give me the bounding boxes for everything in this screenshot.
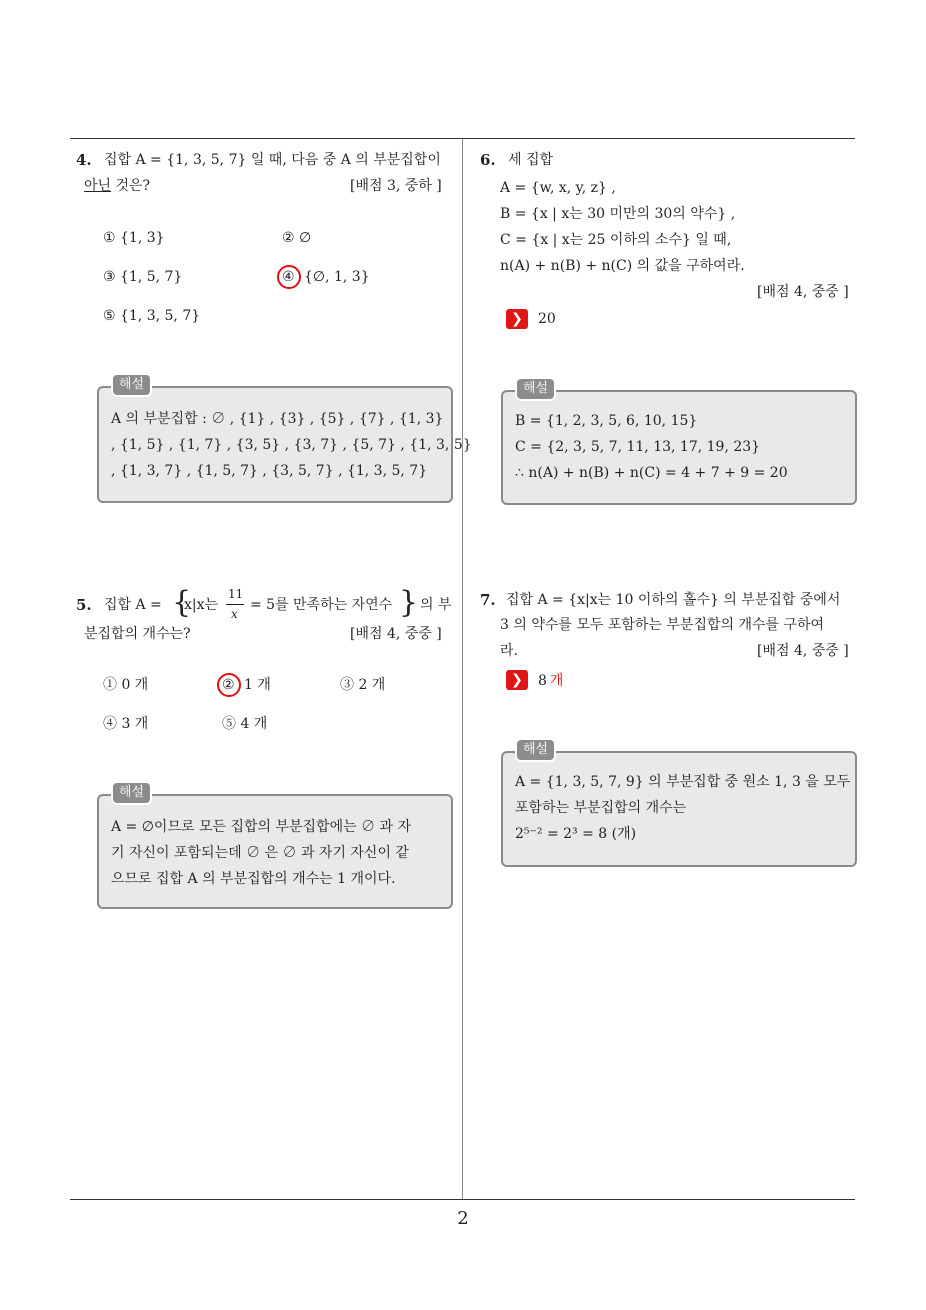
q5-choice-2-symbol[interactable]: ② xyxy=(222,677,235,693)
q7-stem-line1: 집합 A = {x|x는 10 이하의 홀수} 의 부분집합 중에서 xyxy=(506,592,841,608)
q4-explanation-box xyxy=(97,386,472,503)
chevron-right-icon: ❯ xyxy=(506,670,528,690)
q5-explanation-box xyxy=(97,794,453,909)
q4-choice-5[interactable]: ⑤ {1, 3, 5, 7} xyxy=(103,308,201,324)
q5-stem-c: = 5를 만족하는 자연수 xyxy=(250,597,393,613)
q5-stem-line2: 분집합의 개수는? xyxy=(84,626,191,642)
q5-stem-d: 의 부 xyxy=(420,597,452,613)
q5-frac-den: x xyxy=(231,607,238,621)
bottom-rule xyxy=(70,1199,855,1200)
q5-brace-open: { xyxy=(172,585,192,620)
chevron-right-icon: ❯ xyxy=(506,309,528,329)
q7-explain-line3: 2⁵⁻² = 2³ = 8 (개) xyxy=(515,826,637,842)
q6-set-b: B = {x | x는 30 미만의 30의 약수} , xyxy=(500,206,736,222)
q6-answer-value: 20 xyxy=(538,311,556,327)
q4-underlined: 아닌 xyxy=(84,178,112,194)
q7-explanation-tag: 해설 xyxy=(515,738,556,762)
q6-question: n(A) + n(B) + n(C) 의 값을 구하여라. xyxy=(500,258,745,274)
q7-explain-line1: A = {1, 3, 5, 7, 9} 의 부분집합 중 원소 1, 3 을 모두 xyxy=(515,774,851,790)
q7-answer-unit: 개 xyxy=(549,673,564,689)
q5-choice-3[interactable]: ③ 2 개 xyxy=(340,677,386,693)
q6-score: [배점 4, 중중 ] xyxy=(757,284,849,300)
q6-set-a: A = {w, x, y, z} , xyxy=(500,180,616,196)
q4-line2-rest: 것은? xyxy=(111,178,151,194)
q5-choice-5[interactable]: ⑤ 4 개 xyxy=(222,716,268,732)
q7-answer xyxy=(506,670,563,690)
q6-stem-line1: 세 집합 xyxy=(508,152,554,168)
q7-stem-line3: 라. xyxy=(500,643,518,659)
q5-number: 5. xyxy=(76,596,92,614)
q7-answer-value xyxy=(538,670,563,690)
q7-score: [배점 4, 중중 ] xyxy=(757,643,849,659)
q7-number: 7. xyxy=(480,591,496,609)
q5-choice-2-text[interactable]: 1 개 xyxy=(244,677,271,693)
q6-explanation-tag: 해설 xyxy=(515,377,556,401)
q5-choice-4[interactable]: ④ 3 개 xyxy=(103,716,149,732)
q4-explain-line3: , {1, 3, 7} , {1, 5, 7} , {3, 5, 7} , {1, 3, 5, 7} xyxy=(111,463,428,479)
q6-answer xyxy=(506,309,556,329)
q6-explain-line1: B = {1, 2, 3, 5, 6, 10, 15} xyxy=(515,413,698,429)
q5-choice-1[interactable]: ① 0 개 xyxy=(103,677,149,693)
column-divider xyxy=(462,139,463,1199)
q7-explanation-box xyxy=(501,751,857,867)
q5-explain-line1: A = ∅이므로 모든 집합의 부분집합에는 ∅ 과 자 xyxy=(111,819,412,835)
q5-brace-close: } xyxy=(399,585,419,620)
q5-stem-b: x|x는 xyxy=(184,597,219,613)
q4-score: [배점 3, 중하 ] xyxy=(350,178,442,194)
q6-explanation-box xyxy=(501,390,857,505)
q4-explain-line1: A 의 부분집합 : ∅ , {1} , {3} , {5} , {7} , {1, 3} xyxy=(111,411,444,427)
q4-choice-2[interactable]: ② ∅ xyxy=(282,230,312,246)
q4-choice-1[interactable]: ① {1, 3} xyxy=(103,230,165,246)
q5-stem-a: 집합 A = xyxy=(104,597,162,613)
q7-stem-line2: 3 의 약수를 모두 포함하는 부분집합의 개수를 구하여 xyxy=(500,617,825,633)
q6-set-c: C = {x | x는 25 이하의 소수} 일 때, xyxy=(500,232,732,248)
q4-stem-line1: 집합 A = {1, 3, 5, 7} 일 때, 다음 중 A 의 부분집합이 xyxy=(104,152,441,168)
q4-number: 4. xyxy=(76,151,92,169)
q5-score: [배점 4, 중중 ] xyxy=(350,626,442,642)
q6-number: 6. xyxy=(480,151,496,169)
q4-explain-line2: , {1, 5} , {1, 7} , {3, 5} , {3, 7} , {5, 7} , {1, 3, 5} xyxy=(111,437,472,453)
q6-explain-line2: C = {2, 3, 5, 7, 11, 13, 17, 19, 23} xyxy=(515,439,761,455)
q5-explain-line2: 기 자신이 포함되는데 ∅ 은 ∅ 과 자기 자신이 같 xyxy=(111,845,409,861)
q4-choice-4-symbol[interactable]: ④ xyxy=(282,269,295,285)
q6-explain-line3: ∴ n(A) + n(B) + n(C) = 4 + 7 + 9 = 20 xyxy=(515,465,788,481)
page-number: 2 xyxy=(457,1208,469,1229)
q5-explanation-tag: 해설 xyxy=(111,781,152,805)
q4-stem-line2 xyxy=(84,176,150,196)
q7-answer-number: 8 xyxy=(538,673,547,689)
q5-frac-num: 11 xyxy=(228,587,244,601)
q4-explanation-tag: 해설 xyxy=(111,373,152,397)
q4-choice-3[interactable]: ③ {1, 5, 7} xyxy=(103,269,183,285)
q7-explain-line2: 포함하는 부분집합의 개수는 xyxy=(515,800,687,816)
q5-explain-line3: 으므로 집합 A 의 부분집합의 개수는 1 개이다. xyxy=(111,871,396,887)
q4-choice-4-text[interactable]: {∅, 1, 3} xyxy=(304,269,370,285)
